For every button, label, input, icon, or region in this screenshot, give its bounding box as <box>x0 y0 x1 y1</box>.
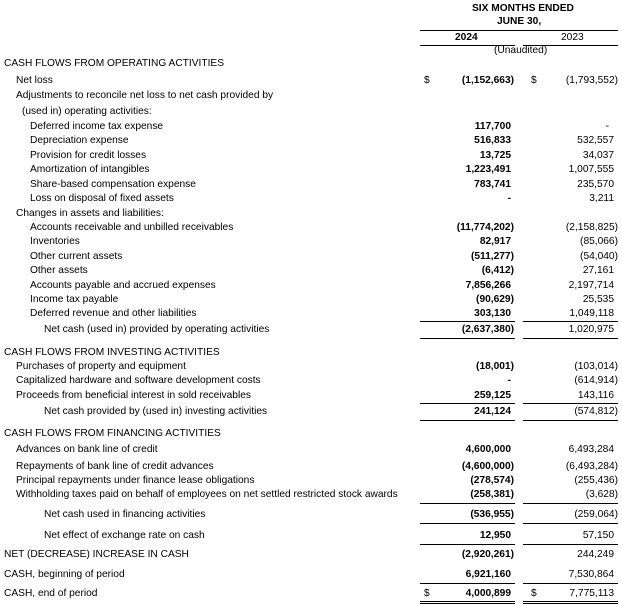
column-header-2024: 2024 <box>455 32 478 43</box>
value-2023: 57,150 <box>582 530 614 541</box>
row-label: Withholding taxes paid on behalf of employees on net settled restricted stock awards <box>16 489 398 500</box>
row-label: Other assets <box>30 265 88 276</box>
value-2023: 3,211 <box>589 193 614 204</box>
row-label: Capitalized hardware and software development costs <box>16 375 261 386</box>
value-2024: - <box>507 375 511 386</box>
value-2023: 25,535 <box>582 294 614 305</box>
value-2023: 1,020,975 <box>568 324 614 335</box>
value-2023: (54,040) <box>580 251 618 262</box>
row-label: Accounts receivable and unbilled receivables <box>30 222 234 233</box>
value-2023: 532,557 <box>577 135 614 146</box>
value-2023: 6,493,284 <box>568 444 614 455</box>
currency-symbol: $ <box>531 75 537 86</box>
row-label: Accounts payable and accrued expenses <box>30 280 216 291</box>
value-2024: (511,277) <box>470 251 514 262</box>
subtotal-rule-2024 <box>420 403 515 404</box>
value-2023: 27,161 <box>582 265 614 276</box>
currency-symbol: $ <box>531 588 537 599</box>
value-2024: 7,856,266 <box>465 280 511 291</box>
unaudited-note: (Unaudited) <box>494 45 548 56</box>
value-2023: (1,793,552) <box>565 75 618 86</box>
row-label: Net cash provided by (used in) investing activities <box>44 406 268 417</box>
value-2023: (2,158,825) <box>565 222 618 233</box>
currency-symbol: $ <box>424 588 430 599</box>
value-2023: (574,812) <box>574 406 618 417</box>
value-2023: (6,493,284) <box>565 461 618 472</box>
value-2024: 783,741 <box>474 179 511 190</box>
row-label: CASH FLOWS FROM FINANCING ACTIVITIES <box>4 428 221 439</box>
value-2023: 7,530,864 <box>568 569 614 580</box>
value-2024: (11,774,202) <box>456 222 514 233</box>
total-rule-2024 <box>420 523 515 524</box>
subtotal-rule-2023 <box>523 503 618 504</box>
value-2023: (103,014) <box>574 361 618 372</box>
period-header: SIX MONTHS ENDED <box>472 3 574 14</box>
row-label: CASH FLOWS FROM INVESTING ACTIVITIES <box>4 347 220 358</box>
subtotal-rule-2024 <box>420 583 515 584</box>
total-rule-2023 <box>523 523 618 524</box>
row-label: Amortization of intangibles <box>30 164 150 175</box>
row-label: Deferred income tax expense <box>30 121 164 132</box>
subtotal-rule-2024 <box>420 544 515 545</box>
row-label: Deferred revenue and other liabilities <box>30 308 197 319</box>
value-2024: (90,629) <box>476 294 514 305</box>
row-label: CASH, beginning of period <box>4 569 125 580</box>
value-2023: (85,066) <box>580 236 618 247</box>
value-2024: (278,574) <box>470 475 514 486</box>
row-label: Advances on bank line of credit <box>16 444 158 455</box>
row-label: Provision for credit losses <box>30 150 147 161</box>
value-2024: (1,152,663) <box>461 75 514 86</box>
value-2023: 34,037 <box>582 150 614 161</box>
subtotal-rule-2023 <box>523 544 618 545</box>
value-2024: 12,950 <box>479 530 511 541</box>
subtotal-rule-2023 <box>523 321 618 322</box>
value-2024: 4,000,899 <box>465 588 511 599</box>
currency-symbol: $ <box>424 75 430 86</box>
value-2024: 1,223,491 <box>465 164 511 175</box>
value-2024: (2,920,261) <box>461 549 514 560</box>
period-header-date: JUNE 30, <box>497 16 542 27</box>
value-2024: - <box>507 193 511 204</box>
subtotal-rule-2024 <box>420 321 515 322</box>
value-2023: 1,049,118 <box>569 308 614 319</box>
grand-total-rule-2023-top <box>523 601 618 602</box>
value-2023: (259,064) <box>574 509 618 520</box>
total-rule-2024 <box>420 338 515 339</box>
value-2023: 1,007,555 <box>568 164 614 175</box>
row-label: CASH FLOWS FROM OPERATING ACTIVITIES <box>4 58 224 69</box>
value-2024: (6,412) <box>481 265 514 276</box>
row-label: Principal repayments under finance lease obligations <box>16 475 255 486</box>
value-2023: - <box>605 121 609 132</box>
subtotal-rule-2023 <box>523 403 618 404</box>
total-rule-2023 <box>523 420 618 421</box>
row-label: CASH, end of period <box>4 588 98 599</box>
row-label: Net cash used in financing activities <box>44 509 206 520</box>
value-2024: 4,600,000 <box>465 444 511 455</box>
value-2024: 13,725 <box>479 150 511 161</box>
header-divider <box>420 30 618 31</box>
row-label: Net cash (used in) provided by operating activities <box>44 324 270 335</box>
value-2023: (255,436) <box>574 475 618 486</box>
grand-total-rule-2024-top <box>420 601 515 602</box>
value-2024: 117,700 <box>474 121 511 132</box>
row-label: Share-based compensation expense <box>30 179 196 190</box>
row-label: Income tax payable <box>30 294 119 305</box>
row-label: (used in) operating activities: <box>22 106 152 117</box>
value-2024: (258,381) <box>470 489 514 500</box>
row-label: Repayments of bank line of credit advances <box>16 461 214 472</box>
value-2023: 2,197,714 <box>568 280 614 291</box>
total-rule-2023 <box>523 338 618 339</box>
value-2024: 516,833 <box>474 135 511 146</box>
value-2024: 82,917 <box>479 236 511 247</box>
row-label: Inventories <box>30 236 80 247</box>
row-label: Net effect of exchange rate on cash <box>44 530 205 541</box>
value-2023: 7,775,113 <box>569 588 614 599</box>
subtotal-rule-2024 <box>420 503 515 504</box>
row-label: Net loss <box>16 75 53 86</box>
row-label: Adjustments to reconcile net loss to net cash provided by <box>16 90 274 101</box>
row-label: Other current assets <box>30 251 123 262</box>
column-header-2023: 2023 <box>561 32 584 43</box>
value-2023: (614,914) <box>574 375 618 386</box>
value-2024: (18,001) <box>476 361 514 372</box>
row-label: Depreciation expense <box>30 135 129 146</box>
value-2024: (4,600,000) <box>461 461 514 472</box>
value-2024: 303,130 <box>474 308 511 319</box>
row-label: Changes in assets and liabilities: <box>16 208 164 219</box>
row-label: NET (DECREASE) INCREASE IN CASH <box>4 549 189 560</box>
row-label: Purchases of property and equipment <box>16 361 186 372</box>
value-2023: 143,116 <box>577 390 614 401</box>
value-2024: (2,637,380) <box>461 324 514 335</box>
value-2023: 235,570 <box>577 179 614 190</box>
subtotal-rule-2023 <box>523 583 618 584</box>
value-2023: (3,628) <box>585 489 618 500</box>
value-2024: 6,921,160 <box>465 569 511 580</box>
value-2024: 259,125 <box>474 390 511 401</box>
row-label: Loss on disposal of fixed assets <box>30 193 174 204</box>
total-rule-2024 <box>420 420 515 421</box>
row-label: Proceeds from beneficial interest in sold receivables <box>16 390 251 401</box>
value-2024: 241,124 <box>474 406 511 417</box>
value-2024: (536,955) <box>470 509 514 520</box>
value-2023: 244,249 <box>577 549 614 560</box>
